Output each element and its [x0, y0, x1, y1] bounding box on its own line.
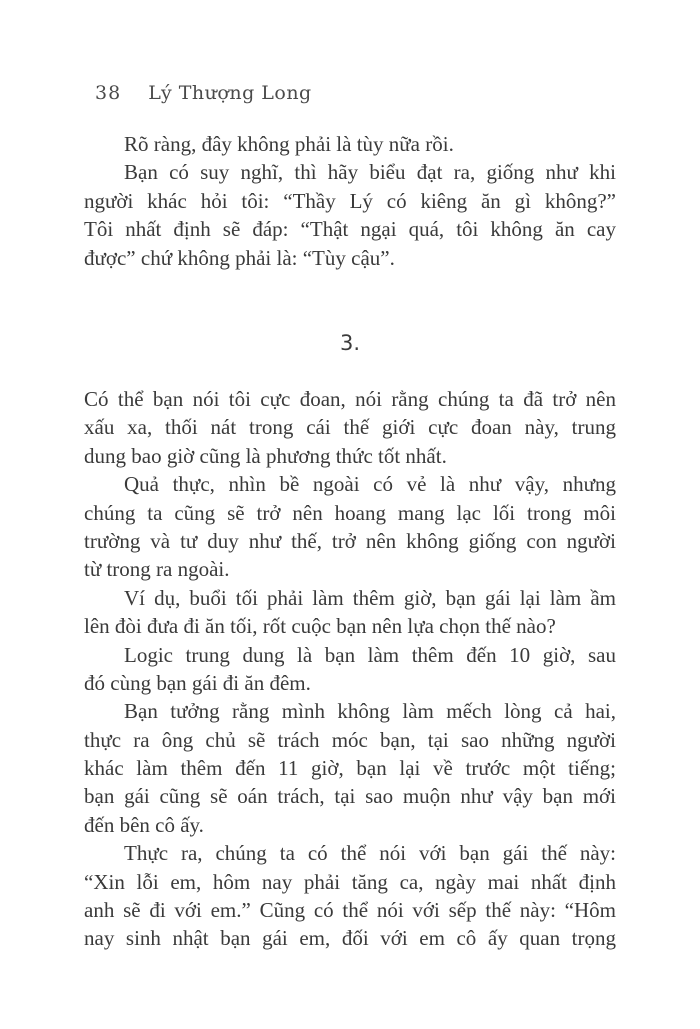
- paragraph: [84, 697, 616, 839]
- paragraph: [84, 839, 616, 953]
- paragraph: [84, 470, 616, 584]
- text-line: Quả thực, nhìn bề ngoài có vẻ là như vậy, nhưng: [124, 472, 616, 497]
- text-line: được” chứ không phải là: “Tùy cậu”.: [84, 245, 395, 270]
- text-line: đến bên cô ấy.: [84, 812, 204, 837]
- text-line: Tôi nhất định sẽ đáp: “Thật ngại quá, tôi không ăn cay: [84, 217, 616, 242]
- text-line: nay sinh nhật bạn gái em, đối với em cô ấy quan trọng: [84, 926, 616, 951]
- text-line: Bạn tưởng rằng mình không làm mếch lòng cả hai,: [124, 699, 616, 724]
- paragraph: [84, 158, 616, 272]
- text-line: Ví dụ, buổi tối phải làm thêm giờ, bạn gái lại làm ầm: [124, 585, 616, 610]
- text-line: đó cùng bạn gái đi ăn đêm.: [84, 670, 311, 695]
- text-line: Bạn có suy nghĩ, thì hãy biểu đạt ra, giống như khi: [124, 160, 616, 185]
- text-line: người khác hỏi tôi: “Thầy Lý có kiêng ăn gì không?”: [84, 188, 616, 213]
- text-line: chúng ta cũng sẽ trở nên hoang mang lạc lối trong môi: [84, 500, 616, 525]
- text-line: dung bao giờ cũng là phương thức tốt nhất.: [84, 443, 447, 468]
- page-number: 38: [95, 82, 122, 104]
- author-name: Lý Thượng Long: [148, 82, 312, 104]
- text-line: trường và tư duy như thế, trở nên không giống con người: [84, 528, 616, 553]
- text-line: Logic trung dung là bạn làm thêm đến 10 giờ, sau: [124, 642, 616, 667]
- text-line: thực ra ông chủ sẽ trách móc bạn, tại sao những người: [84, 727, 616, 752]
- text-line: bạn gái cũng sẽ oán trách, tại sao muộn như vậy bạn mới: [84, 784, 616, 809]
- paragraph: [84, 130, 616, 158]
- text-line: Rõ ràng, đây không phải là tùy nữa rồi.: [124, 132, 454, 156]
- text-line: Thực ra, chúng ta có thể nói với bạn gái thế này:: [124, 841, 616, 866]
- paragraph: [84, 385, 616, 470]
- text-line: “Xin lỗi em, hôm nay phải tăng ca, ngày mai nhất định: [84, 869, 616, 894]
- text-line: lên đòi đưa đi ăn tối, rốt cuộc bạn nên lựa chọn thế nào?: [84, 614, 556, 639]
- text-line: khác làm thêm đến 11 giờ, bạn lại về trước một tiếng;: [84, 756, 616, 781]
- text-line: từ trong ra ngoài.: [84, 557, 230, 582]
- text-line: xấu xa, thối nát trong cái thế giới cực đoan này, trung: [84, 415, 616, 440]
- text-line: Có thể bạn nói tôi cực đoan, nói rằng chúng ta đã trở nên: [84, 387, 616, 411]
- text-line: anh sẽ đi với em.” Cũng có thể nói với sếp thế này: “Hôm: [84, 898, 616, 923]
- section-body-block: [84, 385, 616, 953]
- section-number-heading: 3.: [339, 331, 361, 355]
- page-header: [95, 82, 312, 104]
- paragraph: [84, 641, 616, 698]
- paragraph: [84, 584, 616, 641]
- top-paragraph-block: [84, 130, 616, 272]
